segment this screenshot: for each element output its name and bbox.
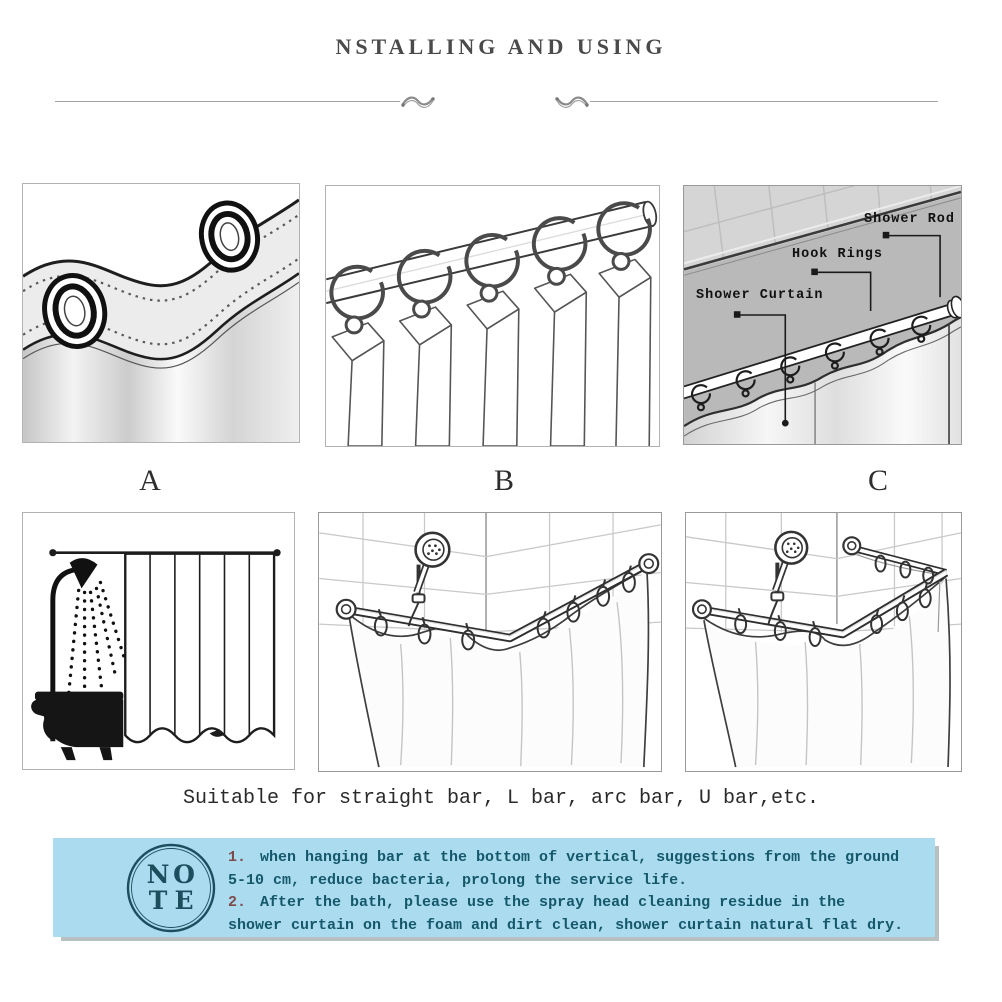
grommet-curtain-illustration [23,184,299,442]
l-bar-illustration [319,513,661,771]
curtain-drawing [704,555,950,767]
bathtub-silhouette [31,692,123,760]
note-emblem-letters [125,842,217,934]
note-item-1: 1. when hanging bar at the bottom of vertical, suggestions from the ground 5-10 cm, reduce bacteria, prolong the service life. [228,849,900,889]
emblem-letter: N [146,860,170,889]
label-shower-rod: Shower Rod [864,212,956,227]
figure-letter-c: C [867,464,888,497]
figure-letter-a: A [139,464,161,497]
emblem-letter: O [173,860,195,889]
note-item-number: 1. [228,849,247,866]
emblem-letter: T [148,886,168,915]
panel-a-grommet-curtain [22,183,300,443]
water-spray [69,582,125,699]
note-item-2: 2. After the bath, please use the spray head cleaning residue in the shower curtain on the foam and dirt clean, shower curtain natural flat dry. [228,894,904,934]
panel-b-hook-rings [325,185,660,447]
ornamental-divider [0,92,1002,110]
note-text [228,847,948,937]
hook-rings-illustration [326,186,659,446]
page-title: NSTALLING AND USING [335,34,667,59]
note-emblem [125,842,217,934]
shower-head [768,532,807,624]
emblem-letter: E [174,886,194,915]
note-box [53,838,935,937]
curtain-drawing [349,569,648,767]
label-shower-curtain: Shower Curtain [696,288,824,303]
bathtub-shower-illustration [23,513,294,769]
panel-l-bar-corner [318,512,662,772]
shower-head [409,533,450,626]
curtain-drawing [125,554,274,743]
figure-letter-b: B [493,464,514,497]
divider-line-left [55,101,400,102]
divider-line-right [590,101,938,102]
panel-bathtub-shower [22,512,295,770]
panel-c-labeled-diagram [683,185,962,445]
note-item-number: 2. [228,894,247,911]
squiggle-ornament-icon [554,92,590,110]
squiggle-ornament-icon [400,92,436,110]
u-bar-illustration [686,513,961,771]
panel-u-bar-corner [685,512,962,772]
label-hook-rings: Hook Rings [792,247,884,262]
suitable-bars-text: Suitable for straight bar, L bar, arc bar, U bar,etc. [182,787,820,810]
